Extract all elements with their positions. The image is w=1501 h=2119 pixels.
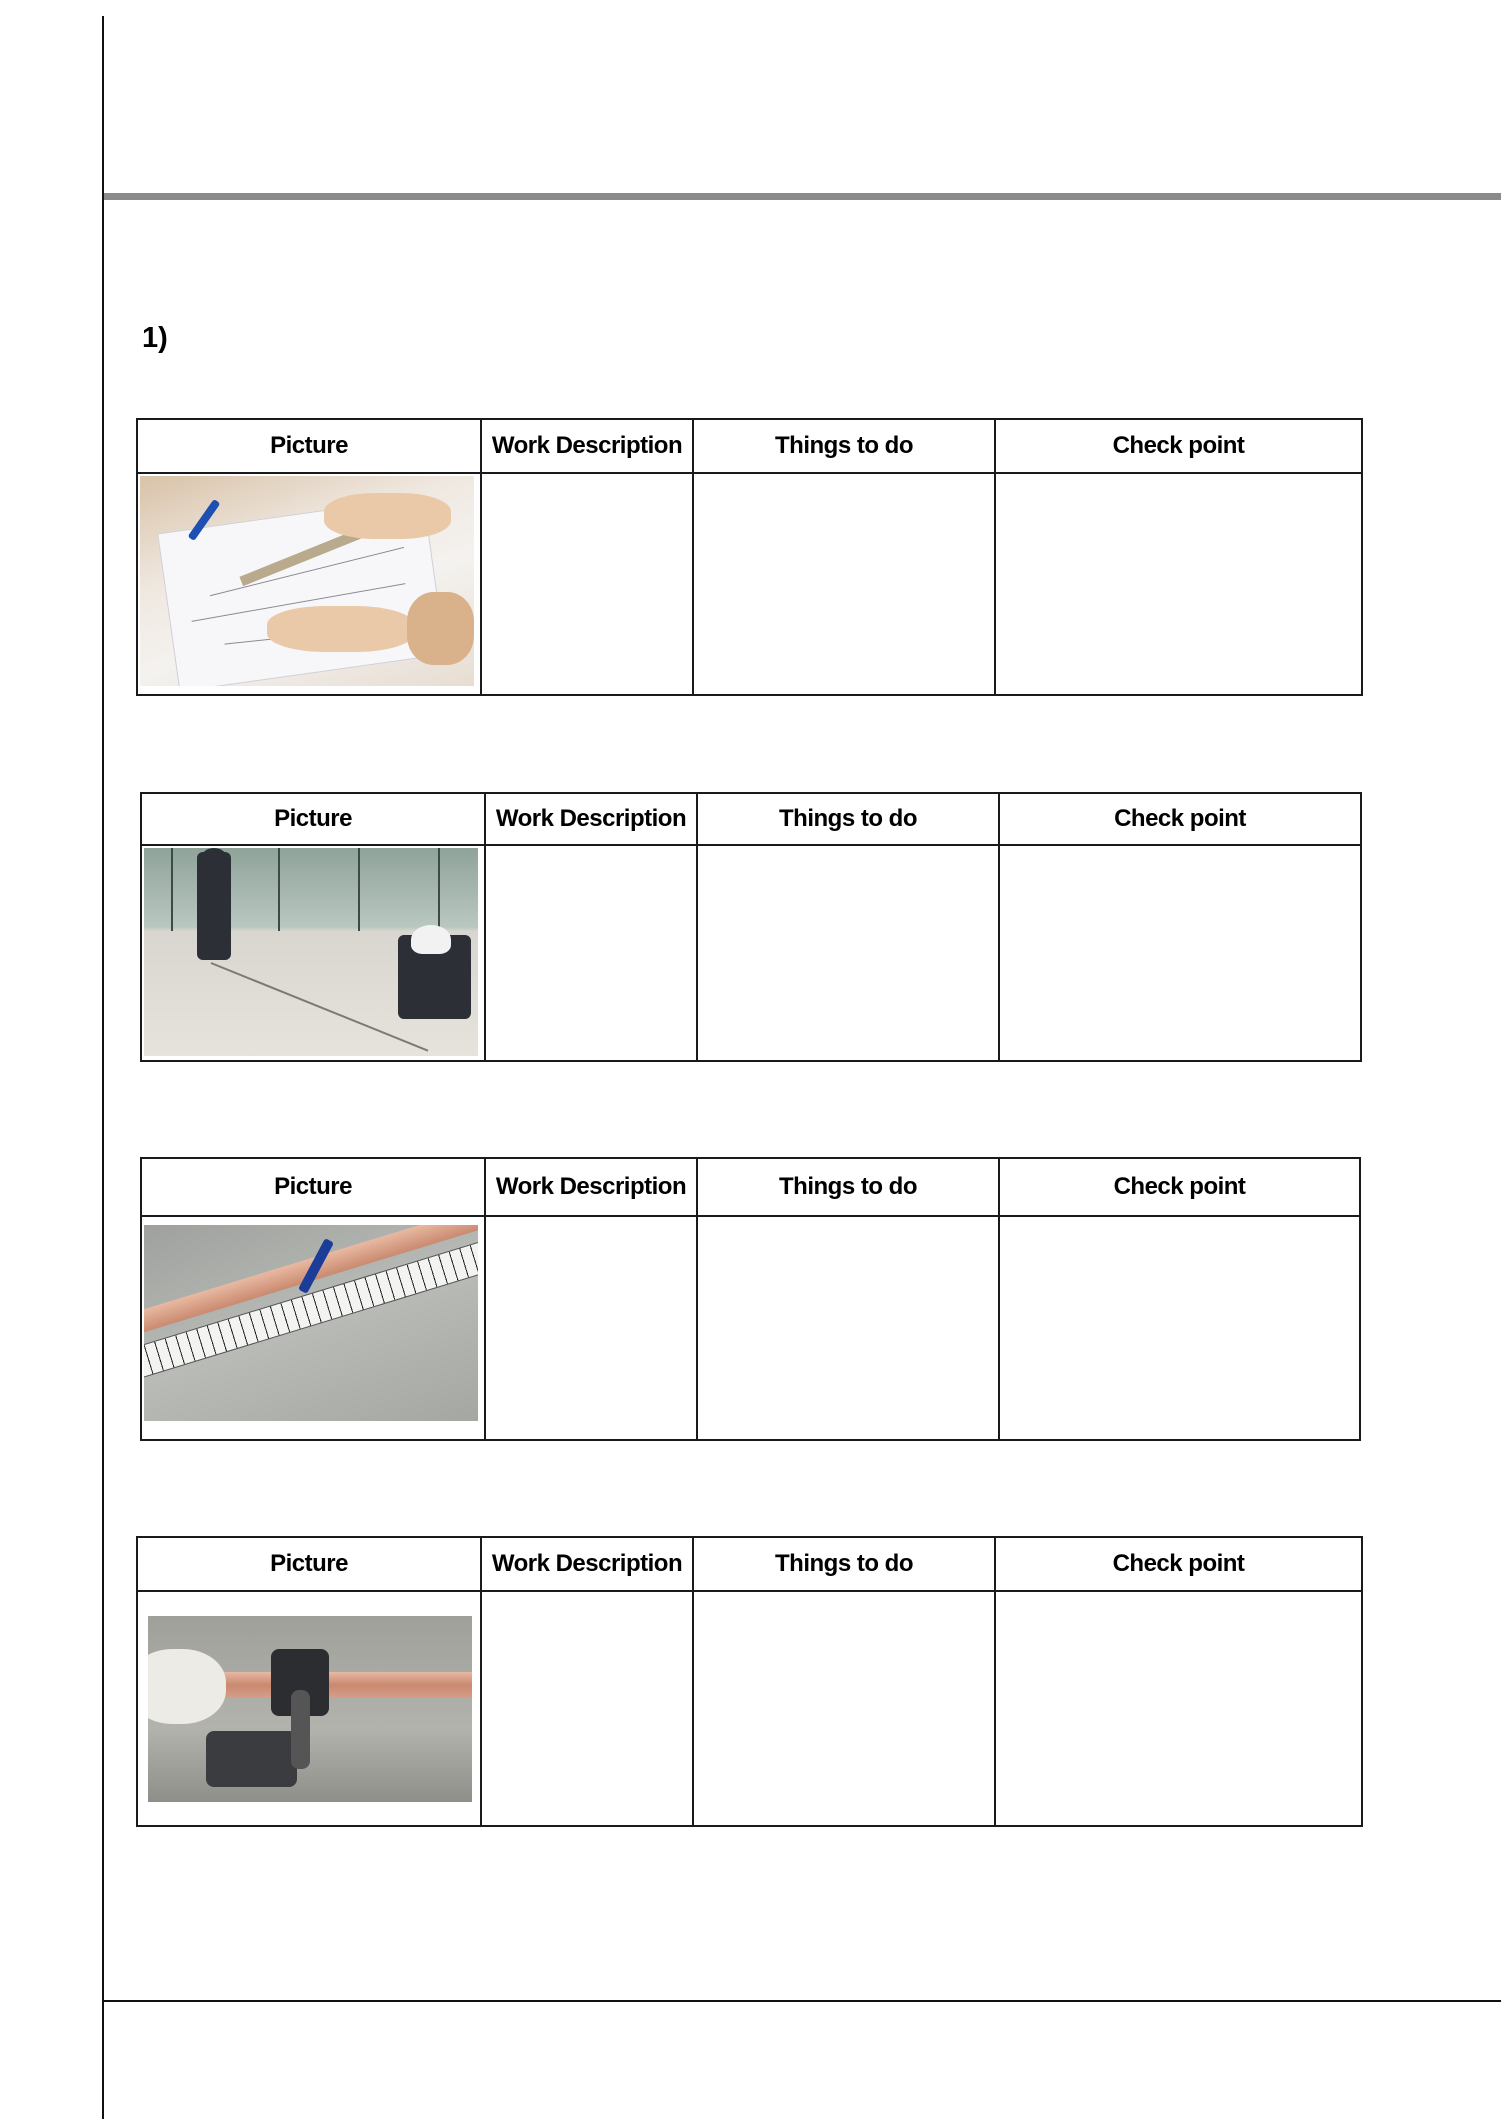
site-surveying-image (144, 848, 478, 1056)
table-row (138, 474, 1361, 694)
pipe-measuring-image (144, 1225, 478, 1421)
step-table-1 (136, 418, 1363, 696)
step-table-2 (140, 792, 1362, 1062)
header-picture: Picture (138, 1538, 482, 1590)
things-to-do-cell (694, 1592, 996, 1825)
picture-cell (138, 1592, 482, 1825)
header-picture: Picture (142, 794, 486, 844)
section-number: 1) (142, 322, 168, 354)
things-to-do-cell (694, 474, 996, 694)
work-description-cell (486, 846, 698, 1060)
table-row (138, 1592, 1361, 1825)
check-point-cell (1000, 1217, 1359, 1439)
header-things-to-do: Things to do (698, 794, 1000, 844)
footer-rule (104, 2000, 1501, 2002)
header-work-description: Work Description (486, 1159, 698, 1215)
check-point-cell (1000, 846, 1360, 1060)
pipe-cutter-image (148, 1616, 472, 1802)
table-header (138, 420, 1361, 474)
picture-cell (138, 474, 482, 694)
header-picture: Picture (142, 1159, 486, 1215)
table-row (142, 846, 1360, 1060)
header-work-description: Work Description (482, 1538, 694, 1590)
header-rule (104, 193, 1501, 200)
header-check-point: Check point (1114, 805, 1246, 832)
header-work-description: Work Description (486, 794, 698, 844)
header-work-description: Work Description (482, 420, 694, 472)
header-check-point: Check point (1113, 1173, 1246, 1200)
header-check-point: Check point (1112, 1550, 1245, 1577)
things-to-do-cell (698, 846, 1000, 1060)
drafting-plans-image (140, 476, 474, 686)
header-check-point: Check point (1112, 432, 1245, 459)
step-table-4 (136, 1536, 1363, 1827)
work-description-cell (486, 1217, 698, 1439)
table-row (142, 1217, 1359, 1439)
header-things-to-do: Things to do (694, 420, 996, 472)
header-things-to-do: Things to do (694, 1538, 996, 1590)
header-things-to-do: Things to do (698, 1159, 1000, 1215)
picture-cell (142, 846, 486, 1060)
table-header (142, 1159, 1359, 1217)
check-point-cell (996, 1592, 1361, 1825)
table-header (142, 794, 1360, 846)
left-margin-rule (102, 16, 104, 2119)
picture-cell (142, 1217, 486, 1439)
table-header (138, 1538, 1361, 1592)
step-table-3 (140, 1157, 1361, 1441)
header-picture: Picture (138, 420, 482, 472)
check-point-cell (996, 474, 1361, 694)
things-to-do-cell (698, 1217, 1000, 1439)
work-description-cell (482, 474, 694, 694)
work-description-cell (482, 1592, 694, 1825)
